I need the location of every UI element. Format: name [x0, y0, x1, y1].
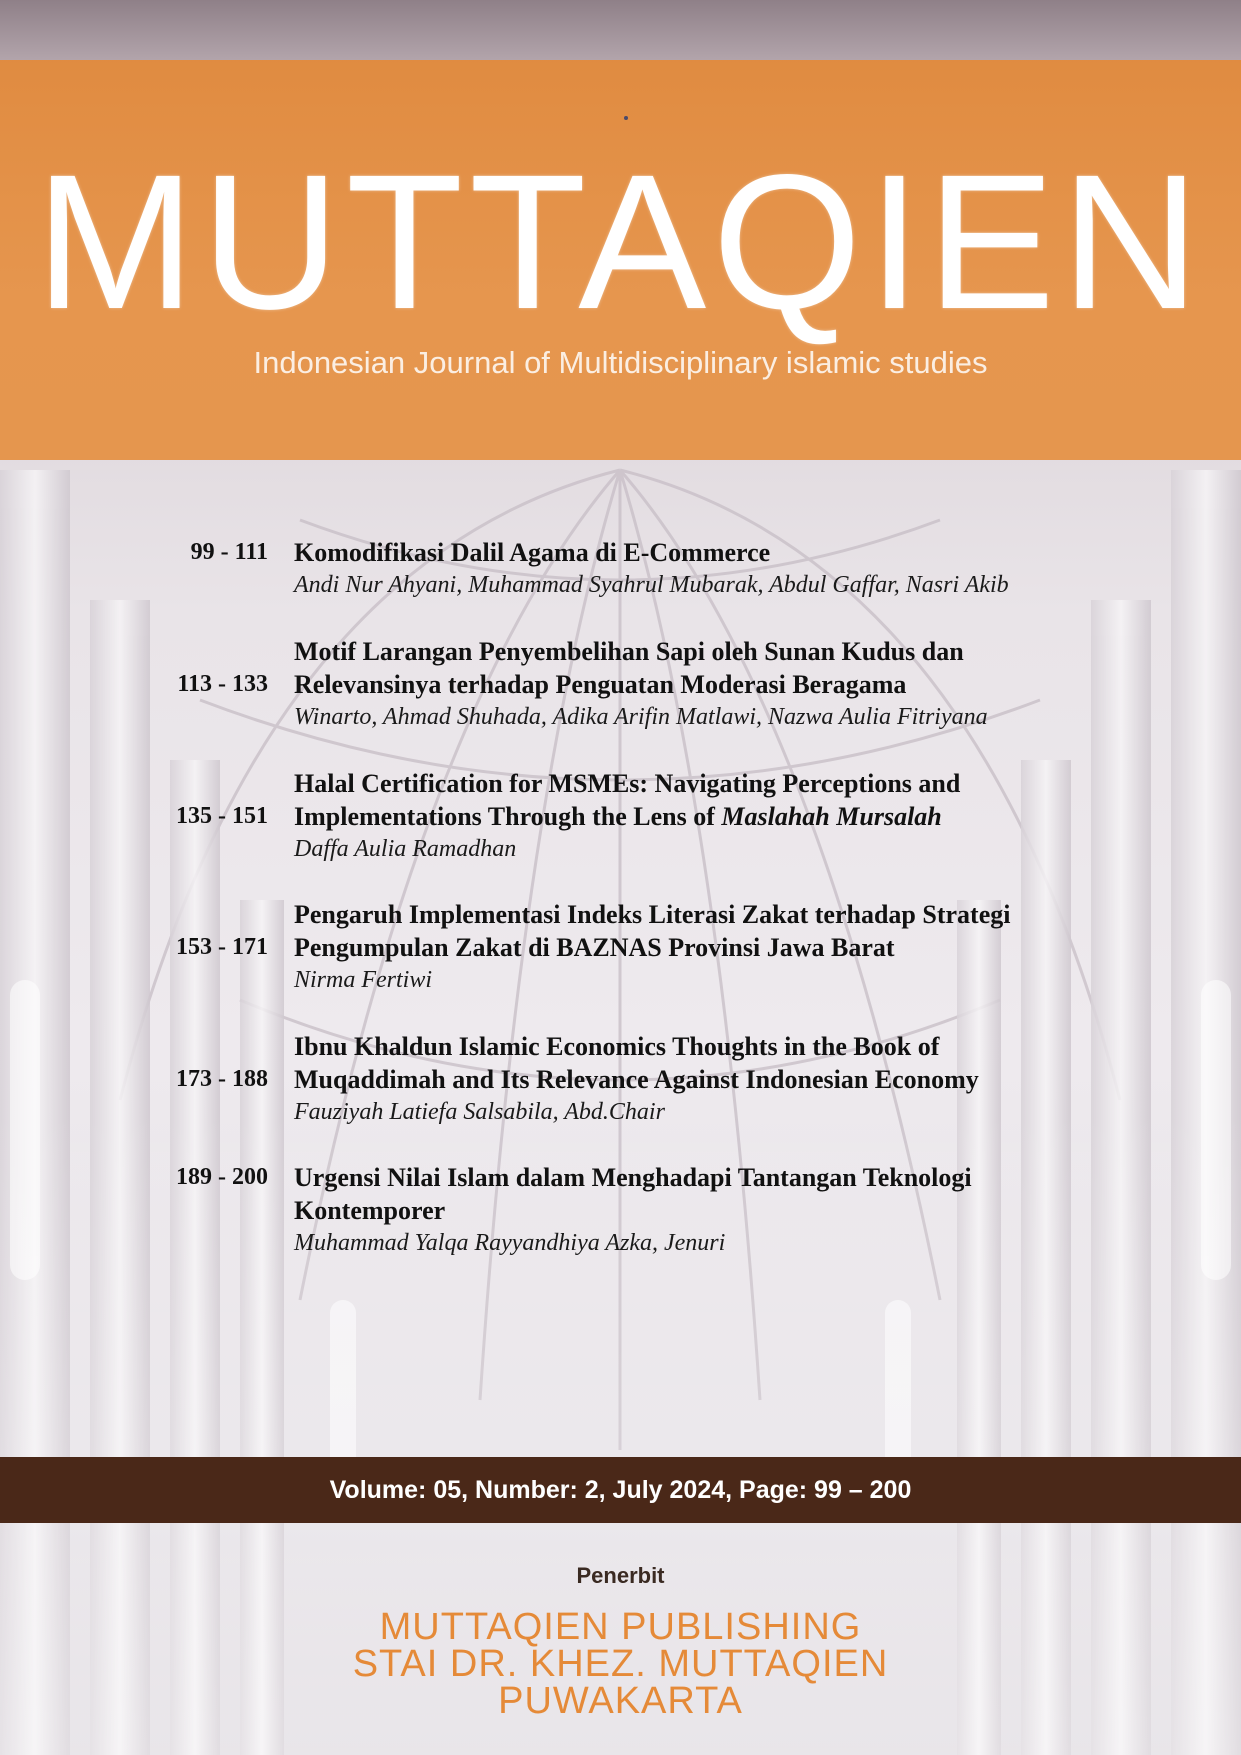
toc-authors: Muhammad Yalqa Rayyandhiya Azka, Jenuri	[294, 1230, 726, 1256]
toc-article-title-line-1: Urgensi Nilai Islam dalam Menghadapi Tantangan Teknologi	[294, 1163, 972, 1192]
toc-pages: 189 - 200	[176, 1164, 268, 1190]
top-strip	[0, 0, 1241, 60]
publisher-label: Penerbit	[576, 1563, 665, 1588]
toc-title-text: Implementations Through the Lens of	[294, 802, 722, 831]
toc-authors: Fauziyah Latiefa Salsabila, Abd.Chair	[294, 1099, 665, 1125]
toc-pages: 113 - 133	[177, 671, 268, 697]
toc-authors: Daffa Aulia Ramadhan	[294, 836, 517, 862]
publisher-city: PUWAKARTA	[498, 1680, 743, 1722]
toc-pages: 99 - 111	[190, 539, 268, 565]
toc-article-title-line-1: Motif Larangan Penyembelihan Sapi oleh Sunan Kudus dan	[294, 637, 964, 666]
toc-article-title-line-2: Relevansinya terhadap Penguatan Moderasi Beragama	[294, 670, 907, 699]
toc-article-title-line-1: Pengaruh Implementasi Indeks Literasi Zakat terhadap Strategi	[294, 900, 1011, 929]
toc-title-line: Komodifikasi Dalil Agama di E-Commerce	[294, 538, 771, 567]
journal-title: MUTTAQIEN	[35, 134, 1206, 349]
toc-title-italic: Maslahah Mursalah	[721, 802, 942, 831]
toc-authors: Andi Nur Ahyani, Muhammad Syahrul Mubarak, Abdul Gaffar, Nasri Akib	[294, 572, 1009, 598]
toc-pages: 153 - 171	[176, 934, 268, 960]
toc-article-title-line-2	[294, 800, 1084, 833]
toc-article-title-line-1: Halal Certification for MSMEs: Navigating Perceptions and	[294, 769, 961, 798]
toc-authors: Winarto, Ahmad Shuhada, Adika Arifin Matlawi, Nazwa Aulia Fitriyana	[294, 704, 988, 730]
journal-subtitle: Indonesian Journal of Multidisciplinary islamic studies	[253, 345, 988, 380]
toc-article-title-line-2: Pengumpulan Zakat di BAZNAS Provinsi Jawa Barat	[294, 933, 895, 962]
toc-pages: 173 - 188	[176, 1066, 268, 1092]
banner-dot	[624, 116, 628, 120]
toc-pages: 135 - 151	[176, 803, 268, 829]
toc-article-title	[294, 536, 1084, 569]
toc-article-title-line-2: Kontemporer	[294, 1196, 446, 1225]
toc-article-title-line-2: Muqaddimah and Its Relevance Against Indonesian Economy	[294, 1065, 979, 1094]
volume-bar	[0, 1457, 1241, 1523]
volume-info: Volume: 05, Number: 2, July 2024, Page: 99 – 200	[329, 1476, 912, 1504]
publisher-name: MUTTAQIEN PUBLISHING	[379, 1606, 862, 1648]
toc-article-title-line-1: Ibnu Khaldun Islamic Economics Thoughts in the Book of	[294, 1032, 940, 1061]
publisher-institution: STAI DR. KHEZ. MUTTAQIEN	[352, 1643, 889, 1685]
toc-authors: Nirma Fertiwi	[294, 967, 433, 993]
